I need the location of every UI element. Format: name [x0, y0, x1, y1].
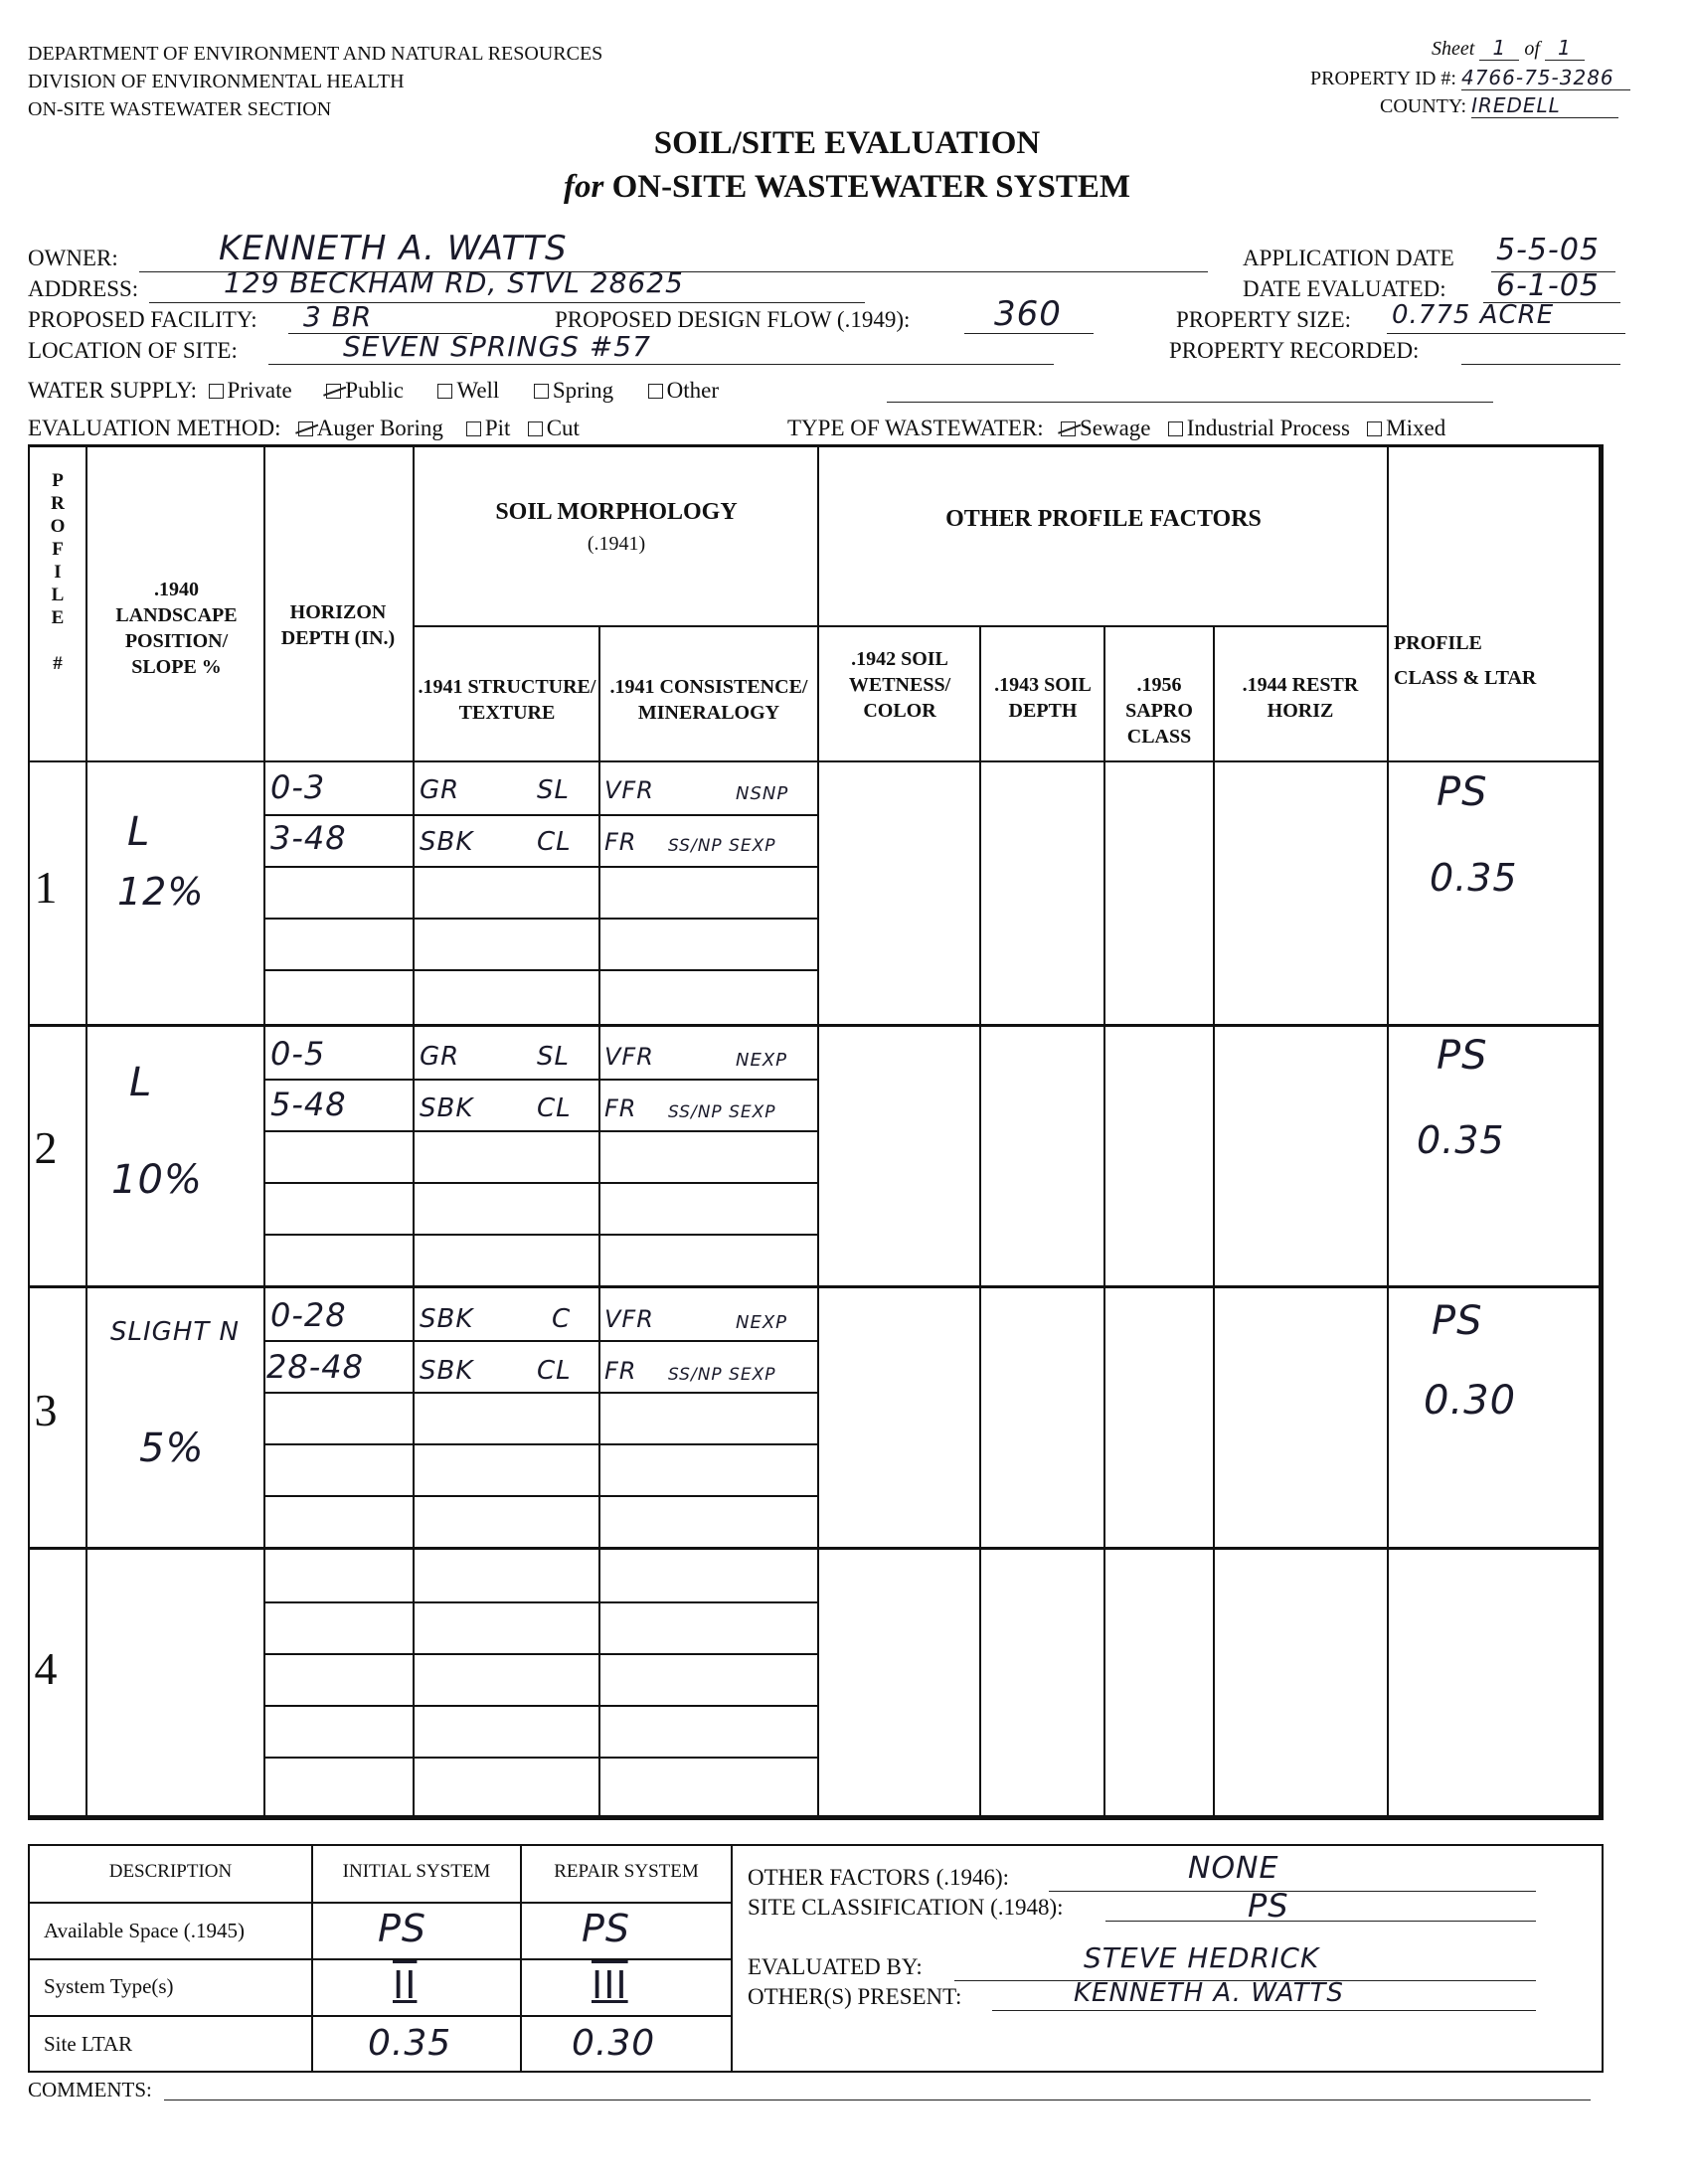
- slope-percent: 5%: [139, 1426, 205, 1471]
- structure: GR: [420, 775, 460, 805]
- texture: CL: [537, 827, 572, 857]
- site-ltar-label: Site LTAR: [44, 2032, 133, 2056]
- section-name: ON-SITE WASTEWATER SECTION: [28, 98, 332, 120]
- horizon-depth: 0-28: [270, 1296, 347, 1334]
- owner-value: KENNETH A. WATTS: [219, 229, 568, 268]
- horizon-depth: 3-48: [270, 819, 347, 857]
- division-name: DIVISION OF ENVIRONMENTAL HEALTH: [28, 71, 405, 92]
- county-line: COUNTY: IREDELL: [1380, 93, 1618, 118]
- consistence: VFR: [604, 1305, 654, 1333]
- facility-label: PROPOSED FACILITY:: [28, 307, 257, 332]
- landscape-position: SLIGHT N: [110, 1317, 240, 1347]
- other-factors-value: NONE: [1188, 1851, 1279, 1886]
- profile-col-header: P R O F I L E #: [50, 470, 66, 674]
- consistence: FR: [604, 1094, 637, 1122]
- consistence: FR: [604, 828, 637, 856]
- consistence: VFR: [604, 1043, 654, 1071]
- structure: GR: [420, 1042, 460, 1072]
- facility-value: 3 BR: [303, 300, 373, 333]
- owner-label: OWNER:: [28, 246, 118, 270]
- app-date-label: APPLICATION DATE: [1243, 246, 1454, 270]
- site-class-value: PS: [1248, 1887, 1289, 1925]
- horizon-depth: 0-3: [270, 768, 326, 806]
- profile-class: PS: [1437, 1033, 1488, 1079]
- sapro-header: .1956 SAPRO CLASS: [1125, 674, 1193, 748]
- structure-header: .1941 STRUCTURE/ TEXTURE: [418, 676, 596, 724]
- em-pit-checkbox[interactable]: [466, 421, 481, 436]
- mineralogy: NEXP: [736, 1312, 788, 1333]
- other-factors-label: OTHER FACTORS (.1946):: [748, 1865, 1010, 1890]
- texture: C: [552, 1304, 572, 1334]
- texture: SL: [537, 1042, 570, 1072]
- date-eval-label: DATE EVALUATED:: [1243, 276, 1446, 301]
- prop-recorded-label: PROPERTY RECORDED:: [1169, 338, 1420, 363]
- profile-number: 4: [34, 1643, 58, 1694]
- structure: SBK: [420, 1304, 474, 1334]
- ltar-initial: 0.35: [368, 2023, 452, 2064]
- wetness-header: .1942 SOIL WETNESS/ COLOR: [848, 648, 951, 722]
- structure: SBK: [420, 1093, 474, 1123]
- profile-class-header: PROFILE CLASS & LTAR: [1394, 632, 1537, 689]
- ltar-repair: 0.30: [572, 2023, 656, 2064]
- property-id-value: 4766-75-3286: [1461, 66, 1630, 90]
- landscape-header: .1940 LANDSCAPE POSITION/ SLOPE %: [115, 579, 238, 678]
- mineralogy: NEXP: [736, 1050, 788, 1071]
- mineralogy: SS/NP SEXP: [668, 1102, 776, 1122]
- property-id-line: PROPERTY ID #: 4766-75-3286: [1310, 66, 1630, 90]
- restr-header: .1944 RESTR HORIZ: [1242, 674, 1359, 722]
- soil-depth-header: .1943 SOIL DEPTH: [994, 674, 1092, 722]
- comments-label: COMMENTS:: [28, 2078, 152, 2101]
- profile-ltar: 0.35: [1417, 1118, 1505, 1162]
- structure: SBK: [420, 1356, 474, 1386]
- landscape-position: L: [127, 809, 151, 855]
- profile-ltar: 0.35: [1430, 856, 1518, 900]
- sheet-number: 1: [1479, 36, 1519, 61]
- profile-number: 1: [34, 862, 58, 913]
- consistence-header: .1941 CONSISTENCE/ MINERALOGY: [609, 676, 808, 724]
- eval-method-row: EVALUATION METHOD: Auger Boring Pit Cut: [28, 416, 580, 440]
- space-repair: PS: [582, 1907, 631, 1950]
- wastewater-row: TYPE OF WASTEWATER: Sewage Industrial Process Mixed: [787, 416, 1446, 440]
- texture: CL: [537, 1356, 572, 1386]
- prop-size-value: 0.775 ACRE: [1392, 300, 1555, 330]
- structure: SBK: [420, 827, 474, 857]
- ww-sewage-checkbox[interactable]: [1061, 421, 1076, 436]
- horizon-depth: 28-48: [266, 1348, 364, 1386]
- available-space-label: Available Space (.1945): [44, 1919, 245, 1942]
- date-eval-value: 6-1-05: [1496, 268, 1600, 303]
- ws-spring-checkbox[interactable]: [534, 384, 549, 399]
- mineralogy: SS/NP SEXP: [668, 1365, 776, 1385]
- landscape-position: L: [129, 1060, 153, 1105]
- app-date-value: 5-5-05: [1496, 233, 1600, 267]
- texture: CL: [537, 1093, 572, 1123]
- profile-number: 3: [34, 1385, 58, 1435]
- sheet-total: 1: [1545, 36, 1585, 61]
- others-present-value: KENNETH A. WATTS: [1074, 1978, 1344, 2008]
- space-initial: PS: [378, 1907, 427, 1950]
- profile-class: PS: [1432, 1298, 1483, 1344]
- address-value: 129 BECKHAM RD, STVL 28625: [224, 266, 684, 299]
- type-repair: III: [592, 1963, 628, 2007]
- mineralogy: SS/NP SEXP: [668, 836, 776, 856]
- ws-other-checkbox[interactable]: [648, 384, 663, 399]
- address-label: ADDRESS:: [28, 276, 139, 301]
- water-supply-row: WATER SUPPLY: Private Public Well Spring Other: [28, 378, 720, 403]
- profile-ltar: 0.30: [1424, 1378, 1517, 1424]
- site-class-label: SITE CLASSIFICATION (.1948):: [748, 1895, 1064, 1920]
- location-label: LOCATION OF SITE:: [28, 338, 238, 363]
- soil-morph-code: (.1941): [587, 533, 646, 555]
- dept-name: DEPARTMENT OF ENVIRONMENT AND NATURAL RESOURCES: [28, 43, 603, 65]
- evaluated-by-value: STEVE HEDRICK: [1084, 1941, 1320, 1974]
- em-cut-checkbox[interactable]: [528, 421, 543, 436]
- profile-class: PS: [1437, 769, 1488, 815]
- summary-repair-header: REPAIR SYSTEM: [554, 1861, 699, 1882]
- type-initial: II: [393, 1963, 418, 2007]
- ww-mixed-checkbox[interactable]: [1367, 421, 1382, 436]
- slope-percent: 12%: [117, 870, 205, 914]
- form-title: SOIL/SITE EVALUATION: [653, 125, 1041, 161]
- dept-heading: [28, 40, 602, 123]
- design-flow-label: PROPOSED DESIGN FLOW (.1949):: [555, 307, 911, 332]
- county-value: IREDELL: [1471, 93, 1618, 118]
- ww-industrial-checkbox[interactable]: [1168, 421, 1183, 436]
- ws-public-checkbox[interactable]: [326, 384, 341, 399]
- summary-initial-header: INITIAL SYSTEM: [342, 1861, 491, 1882]
- design-flow-value: 360: [994, 294, 1062, 334]
- ws-private-checkbox[interactable]: [209, 384, 224, 399]
- evaluated-by-label: EVALUATED BY:: [748, 1954, 923, 1979]
- mineralogy: NSNP: [736, 783, 789, 804]
- horizon-depth: 5-48: [270, 1086, 347, 1123]
- profile-number: 2: [34, 1122, 58, 1173]
- system-type-label: System Type(s): [44, 1974, 174, 1998]
- summary-description-header: DESCRIPTION: [108, 1861, 233, 1882]
- consistence: VFR: [604, 776, 654, 804]
- others-present-label: OTHER(S) PRESENT:: [748, 1984, 962, 2009]
- soil-morph-header: SOIL MORPHOLOGY: [495, 499, 738, 525]
- form-subtitle: for ON-SITE WASTEWATER SYSTEM: [563, 169, 1131, 205]
- horizon-header: HORIZON DEPTH (IN.): [280, 601, 396, 649]
- texture: SL: [537, 775, 570, 805]
- slope-percent: 10%: [111, 1157, 203, 1203]
- prop-size-label: PROPERTY SIZE:: [1176, 307, 1352, 332]
- horizon-depth: 0-5: [270, 1035, 326, 1073]
- sheet-indicator: Sheet 1 of 1: [1432, 36, 1585, 61]
- consistence: FR: [604, 1357, 637, 1385]
- ws-well-checkbox[interactable]: [437, 384, 452, 399]
- location-value: SEVEN SPRINGS #57: [343, 330, 651, 363]
- other-factors-header: OTHER PROFILE FACTORS: [945, 506, 1262, 532]
- em-auger-checkbox[interactable]: [298, 421, 313, 436]
